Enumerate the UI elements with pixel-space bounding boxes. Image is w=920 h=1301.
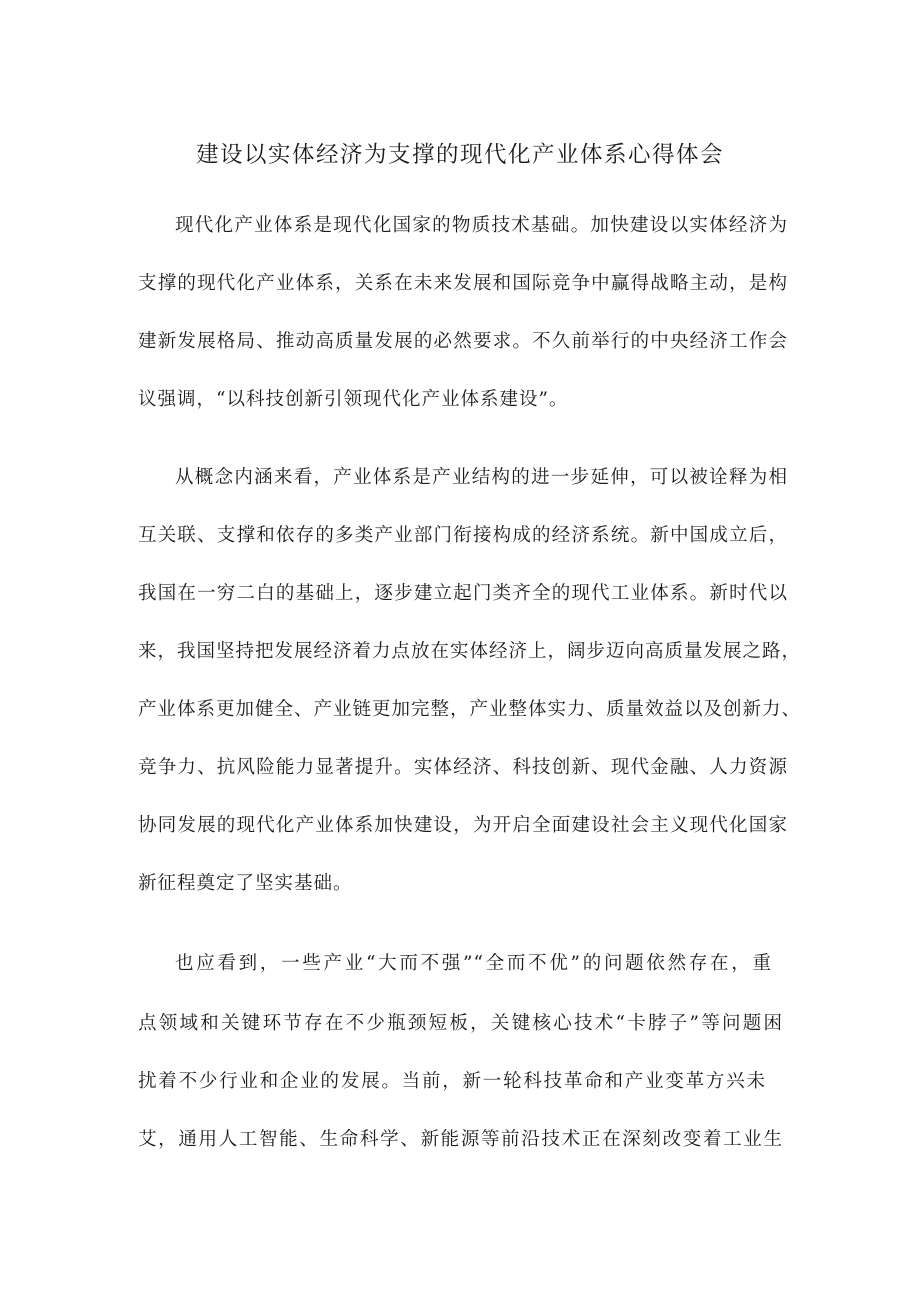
paragraph-1-line-4: 议强调，“以科技创新引领现代化产业体系建设”。 xyxy=(138,389,569,410)
paragraph-3-line-1: 也应看到，一些产业“大而不强”“全而不优”的问题依然存在，重 xyxy=(175,953,772,974)
paragraph-1-line-3: 建新发展格局、推动高质量发展的必然要求。不久前举行的中央经济工作会 xyxy=(138,331,788,352)
paragraph-2-line-4: 来，我国坚持把发展经济着力点放在实体经济上，阔步迈向高质量发展之路， xyxy=(138,641,802,662)
paragraph-2-line-5: 产业体系更加健全、产业链更加完整，产业整体实力、质量效益以及创新力、 xyxy=(138,699,802,720)
paragraph-3-line-4: 艾，通用人工智能、生命科学、新能源等前沿技术正在深刻改变着工业生 xyxy=(138,1129,783,1150)
paragraph-2-line-2: 互关联、支撑和依存的多类产业部门衔接构成的经济系统。新中国成立后， xyxy=(138,525,788,546)
document-title: 建设以实体经济为支撑的现代化产业体系心得体会 xyxy=(195,142,724,168)
paragraph-2-line-6: 竞争力、抗风险能力显著提升。实体经济、科技创新、现代金融、人力资源 xyxy=(138,757,788,778)
paragraph-1-line-2: 支撑的现代化产业体系，关系在未来发展和国际竞争中赢得战略主动，是构 xyxy=(138,273,788,294)
paragraph-3-line-2: 点领域和关键环节存在不少瓶颈短板，关键核心技术“卡脖子”等问题困 xyxy=(138,1013,783,1034)
paragraph-2-line-7: 协同发展的现代化产业体系加快建设，为开启全面建设社会主义现代化国家 xyxy=(138,815,788,836)
paragraph-2-line-8: 新征程奠定了坚实基础。 xyxy=(138,873,353,894)
paragraph-3-line-3: 扰着不少行业和企业的发展。当前，新一轮科技革命和产业变革方兴未 xyxy=(138,1071,766,1092)
paragraph-2-line-3: 我国在一穷二白的基础上，逐步建立起门类齐全的现代工业体系。新时代以 xyxy=(138,583,788,604)
paragraph-1-line-1: 现代化产业体系是现代化国家的物质技术基础。加快建设以实体经济为 xyxy=(175,215,788,236)
paragraph-2-line-1: 从概念内涵来看，产业体系是产业结构的进一步延伸，可以被诠释为相 xyxy=(175,467,788,488)
